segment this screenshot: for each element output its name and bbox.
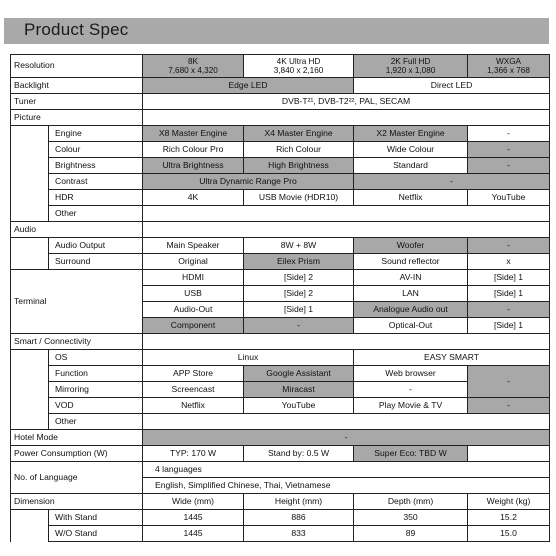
dimension-depth-header: Depth (mm) <box>354 494 468 510</box>
power-eco: Super Eco: TBD W <box>354 446 468 462</box>
hdr-usb: USB Movie (HDR10) <box>244 190 354 206</box>
terminal-analogue-audio-count: - <box>468 302 550 318</box>
audio-label: Audio <box>11 222 143 238</box>
hotel-value: - <box>143 430 550 446</box>
mirroring-label: Mirroring <box>49 382 143 398</box>
hdr-netflix: Netflix <box>354 190 468 206</box>
resolution-label: Resolution <box>11 55 143 78</box>
wo-stand-label: W/O Stand <box>49 526 143 542</box>
colour-4k: Rich Colour <box>244 142 354 158</box>
picture-other-label: Other <box>49 206 143 222</box>
power-row <box>11 446 550 462</box>
dimension-header-row <box>11 494 550 510</box>
terminal-hdmi-count: [Side] 2 <box>244 270 354 286</box>
audio-output-woofer: Woofer <box>354 238 468 254</box>
language-count-row <box>11 462 550 478</box>
terminal-component: Component <box>143 318 244 334</box>
audio-header-row <box>11 222 550 238</box>
audio-surround-row <box>11 254 550 270</box>
terminal-lan-count: [Side] 1 <box>468 286 550 302</box>
terminal-analogue-audio: Analogue Audio out <box>354 302 468 318</box>
vod-play-movie: Play Movie & TV <box>354 398 468 414</box>
os-linux: Linux <box>143 350 354 366</box>
with-stand-wide: 1445 <box>143 510 244 526</box>
hotel-row <box>11 430 550 446</box>
terminal-avin-count: [Side] 1 <box>468 270 550 286</box>
power-standby: Stand by: 0.5 W <box>244 446 354 462</box>
brightness-label: Brightness <box>49 158 143 174</box>
language-count: 4 languages <box>143 462 550 478</box>
tuner-value: DVB-T²¹, DVB-T2²², PAL, SECAM <box>143 94 550 110</box>
brightness-wxga: - <box>468 158 550 174</box>
colour-8k: Rich Colour Pro <box>143 142 244 158</box>
terminal-label: Terminal <box>11 270 143 334</box>
title-bar <box>4 18 549 44</box>
vod-wxga: - <box>468 398 550 414</box>
smart-function-row <box>11 366 550 382</box>
hdr-youtube: YouTube <box>468 190 550 206</box>
terminal-audio-out: Audio-Out <box>143 302 244 318</box>
engine-wxga: - <box>468 126 550 142</box>
engine-label: Engine <box>49 126 143 142</box>
terminal-audio-out-count: [Side] 1 <box>244 302 354 318</box>
terminal-lan: LAN <box>354 286 468 302</box>
brightness-4k: High Brightness <box>244 158 354 174</box>
vod-netflix: Netflix <box>143 398 244 414</box>
wo-stand-wide: 1445 <box>143 526 244 542</box>
terminal-usb-count: [Side] 2 <box>244 286 354 302</box>
hotel-label: Hotel Mode <box>11 430 143 446</box>
power-label: Power Consumption (W) <box>11 446 143 462</box>
terminal-avin: AV-IN <box>354 270 468 286</box>
dimension-wide-header: Wide (mm) <box>143 494 244 510</box>
hdr-4k: 4K <box>143 190 244 206</box>
terminal-optical-count: [Side] 1 <box>468 318 550 334</box>
terminal-hdmi: HDMI <box>143 270 244 286</box>
wo-stand-height: 833 <box>244 526 354 542</box>
with-stand-weight: 15.2 <box>468 510 550 526</box>
brightness-2k: Standard <box>354 158 468 174</box>
picture-engine-row <box>11 126 550 142</box>
engine-2k: X2 Master Engine <box>354 126 468 142</box>
picture-hdr-row <box>11 190 550 206</box>
os-easy-smart: EASY SMART <box>354 350 550 366</box>
audio-output-wxga: - <box>468 238 550 254</box>
colour-2k: Wide Colour <box>354 142 468 158</box>
vod-label: VOD <box>49 398 143 414</box>
terminal-usb: USB <box>143 286 244 302</box>
resolution-8k: 8K 7,680 x 4,320 <box>143 55 244 78</box>
contrast-none: - <box>354 174 550 190</box>
smart-vod-row <box>11 398 550 414</box>
dimension-with-stand-row <box>11 510 550 526</box>
mirroring-screencast: Screencast <box>143 382 244 398</box>
dimension-height-header: Height (mm) <box>244 494 354 510</box>
resolution-4k: 4K Ultra HD 3,840 x 2,160 <box>244 55 354 78</box>
backlight-row <box>11 78 550 94</box>
audio-output-watt: 8W + 8W <box>244 238 354 254</box>
picture-brightness-row <box>11 158 550 174</box>
wo-stand-depth: 89 <box>354 526 468 542</box>
vod-youtube: YouTube <box>244 398 354 414</box>
with-stand-depth: 350 <box>354 510 468 526</box>
contrast-pro: Ultra Dynamic Range Pro <box>143 174 354 190</box>
picture-colour-row <box>11 142 550 158</box>
hdr-label: HDR <box>49 190 143 206</box>
resolution-row <box>11 55 550 78</box>
page-title: Product Spec <box>24 20 129 39</box>
mirroring-2k: - <box>354 382 468 398</box>
surround-label: Surround <box>49 254 143 270</box>
dimension-weight-header: Weight (kg) <box>468 494 550 510</box>
contrast-label: Contrast <box>49 174 143 190</box>
dimension-label: Dimension <box>11 494 143 510</box>
with-stand-height: 886 <box>244 510 354 526</box>
language-list: English, Simplified Chinese, Thai, Vietnamese <box>143 478 550 494</box>
picture-label: Picture <box>11 110 143 126</box>
audio-output-row <box>11 238 550 254</box>
dimension-wo-stand-row <box>11 526 550 542</box>
surround-wxga: x <box>468 254 550 270</box>
resolution-wxga: WXGA 1,366 x 768 <box>468 55 550 78</box>
terminal-optical: Optical-Out <box>354 318 468 334</box>
function-app-store: APP Store <box>143 366 244 382</box>
backlight-edge: Edge LED <box>143 78 354 94</box>
terminal-component-count: - <box>244 318 354 334</box>
smart-other-row <box>11 414 550 430</box>
picture-other-row <box>11 206 550 222</box>
os-label: OS <box>49 350 143 366</box>
surround-reflector: Sound reflector <box>354 254 468 270</box>
language-label: No. of Language <box>11 462 143 494</box>
smart-os-row <box>11 350 550 366</box>
picture-contrast-row <box>11 174 550 190</box>
power-typ: TYP: 170 W <box>143 446 244 462</box>
smart-header-row <box>11 334 550 350</box>
engine-8k: X8 Master Engine <box>143 126 244 142</box>
tuner-row <box>11 94 550 110</box>
mirroring-miracast: Miracast <box>244 382 354 398</box>
colour-label: Colour <box>49 142 143 158</box>
function-wxga: - <box>468 366 550 398</box>
backlight-label: Backlight <box>11 78 143 94</box>
wo-stand-weight: 15.0 <box>468 526 550 542</box>
terminal-row-1 <box>11 270 550 286</box>
with-stand-label: With Stand <box>49 510 143 526</box>
resolution-2k: 2K Full HD 1,920 x 1,080 <box>354 55 468 78</box>
brightness-8k: Ultra Brightness <box>143 158 244 174</box>
smart-other-label: Other <box>49 414 143 430</box>
spec-table <box>10 54 550 542</box>
smart-label: Smart / Connectivity <box>11 334 143 350</box>
backlight-direct: Direct LED <box>354 78 550 94</box>
audio-output-label: Audio Output <box>49 238 143 254</box>
audio-output-main: Main Speaker <box>143 238 244 254</box>
function-google-assistant: Google Assistant <box>244 366 354 382</box>
tuner-label: Tuner <box>11 94 143 110</box>
function-label: Function <box>49 366 143 382</box>
function-web-browser: Web browser <box>354 366 468 382</box>
picture-header-row <box>11 110 550 126</box>
engine-4k: X4 Master Engine <box>244 126 354 142</box>
surround-original: Original <box>143 254 244 270</box>
surround-eilex: Eilex Prism <box>244 254 354 270</box>
colour-wxga: - <box>468 142 550 158</box>
